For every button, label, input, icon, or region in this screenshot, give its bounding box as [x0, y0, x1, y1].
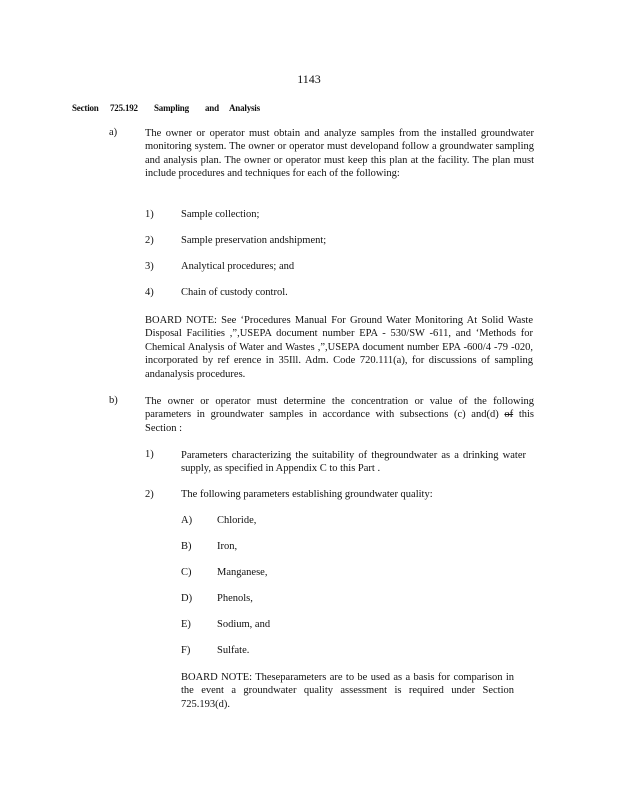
list-item-label: 2) [145, 235, 154, 246]
subsection-a-label: a) [109, 127, 118, 138]
list-item-text: Analytical procedures; and [181, 261, 295, 272]
list-item-text: Parameters characterizing the suitability of thegroundwater as a drinking water supply, as specified in Appendix C to this Part . [181, 450, 526, 475]
sublist-item-label: B) [181, 541, 192, 552]
section-number: 725.192 [110, 103, 138, 113]
struck-text: of [504, 409, 514, 421]
subsection-a-text: The owner or operator must obtain and analyze samples from the installed groundwater monitoring system. The owner or operator must developand follow a groundwater sampling and analysis plan. The owner or operator must keep this plan at the facility. The plan must include procedures and techniques for each of the following: [145, 128, 534, 180]
sublist-item-text: Sodium, and [217, 619, 271, 630]
subsection-b-text-end: this Section : [145, 409, 535, 434]
list-item-label: 2) [145, 489, 154, 500]
list-item-text: Sample collection; [181, 209, 260, 220]
page-number: 1143 [297, 72, 321, 86]
section-title-word-3: Analysis [229, 103, 260, 113]
board-note-b: BOARD NOTE: Theseparameters are to be used as a basis for comparison in the event a groundwater quality assessment is required under Section 725.193(d). [181, 672, 514, 710]
list-item-label: 3) [145, 261, 154, 272]
sublist-item-text: Phenols, [217, 593, 253, 604]
sublist-item-label: F) [181, 645, 191, 656]
list-item-text: Chain of custody control. [181, 287, 288, 298]
list-item-label: 4) [145, 287, 154, 298]
sublist-item-label: E) [181, 619, 191, 630]
sublist-item-label: A) [181, 515, 193, 526]
list-item-label: 1) [145, 209, 154, 220]
sublist-item-text: Sulfate. [217, 645, 250, 656]
subsection-b-text-main: The owner or operator must determine the concentration or value of the following parameters in groundwater samples in accordance with subsections (c) and(d) [145, 396, 534, 421]
list-item-text: The following parameters establishing groundwater quality: [181, 489, 433, 500]
subsection-b-text [145, 395, 534, 435]
section-title-word-1: Sampling [154, 103, 189, 113]
sublist-item-text: Iron, [217, 541, 238, 552]
sublist-item-label: D) [181, 593, 193, 604]
sublist-item-text: Chloride, [217, 515, 257, 526]
subsection-b-label: b) [109, 395, 118, 406]
sublist-item-label: C) [181, 567, 192, 578]
list-item-label: 1) [145, 449, 154, 460]
section-title-word-2: and [205, 103, 219, 113]
board-note-a: BOARD NOTE: See ‘Procedures Manual For Ground Water Monitoring At Solid Waste Disposal Facilities ,”,USEPA document number EPA - 530/SW -611, and ‘Methods for Chemical Analysis of Water and Wastes ,”,USEPA document number EPA -600/4 -79 -020, incorporated by ref erence in 35Ill. Adm. Code 720.111(a), for discussions of sampling andanalysis procedures. [145, 315, 533, 380]
sublist-item-text: Manganese, [217, 567, 268, 578]
section-heading [72, 103, 260, 113]
list-item-text: Sample preservation andshipment; [181, 235, 327, 246]
section-word: Section [72, 103, 99, 113]
